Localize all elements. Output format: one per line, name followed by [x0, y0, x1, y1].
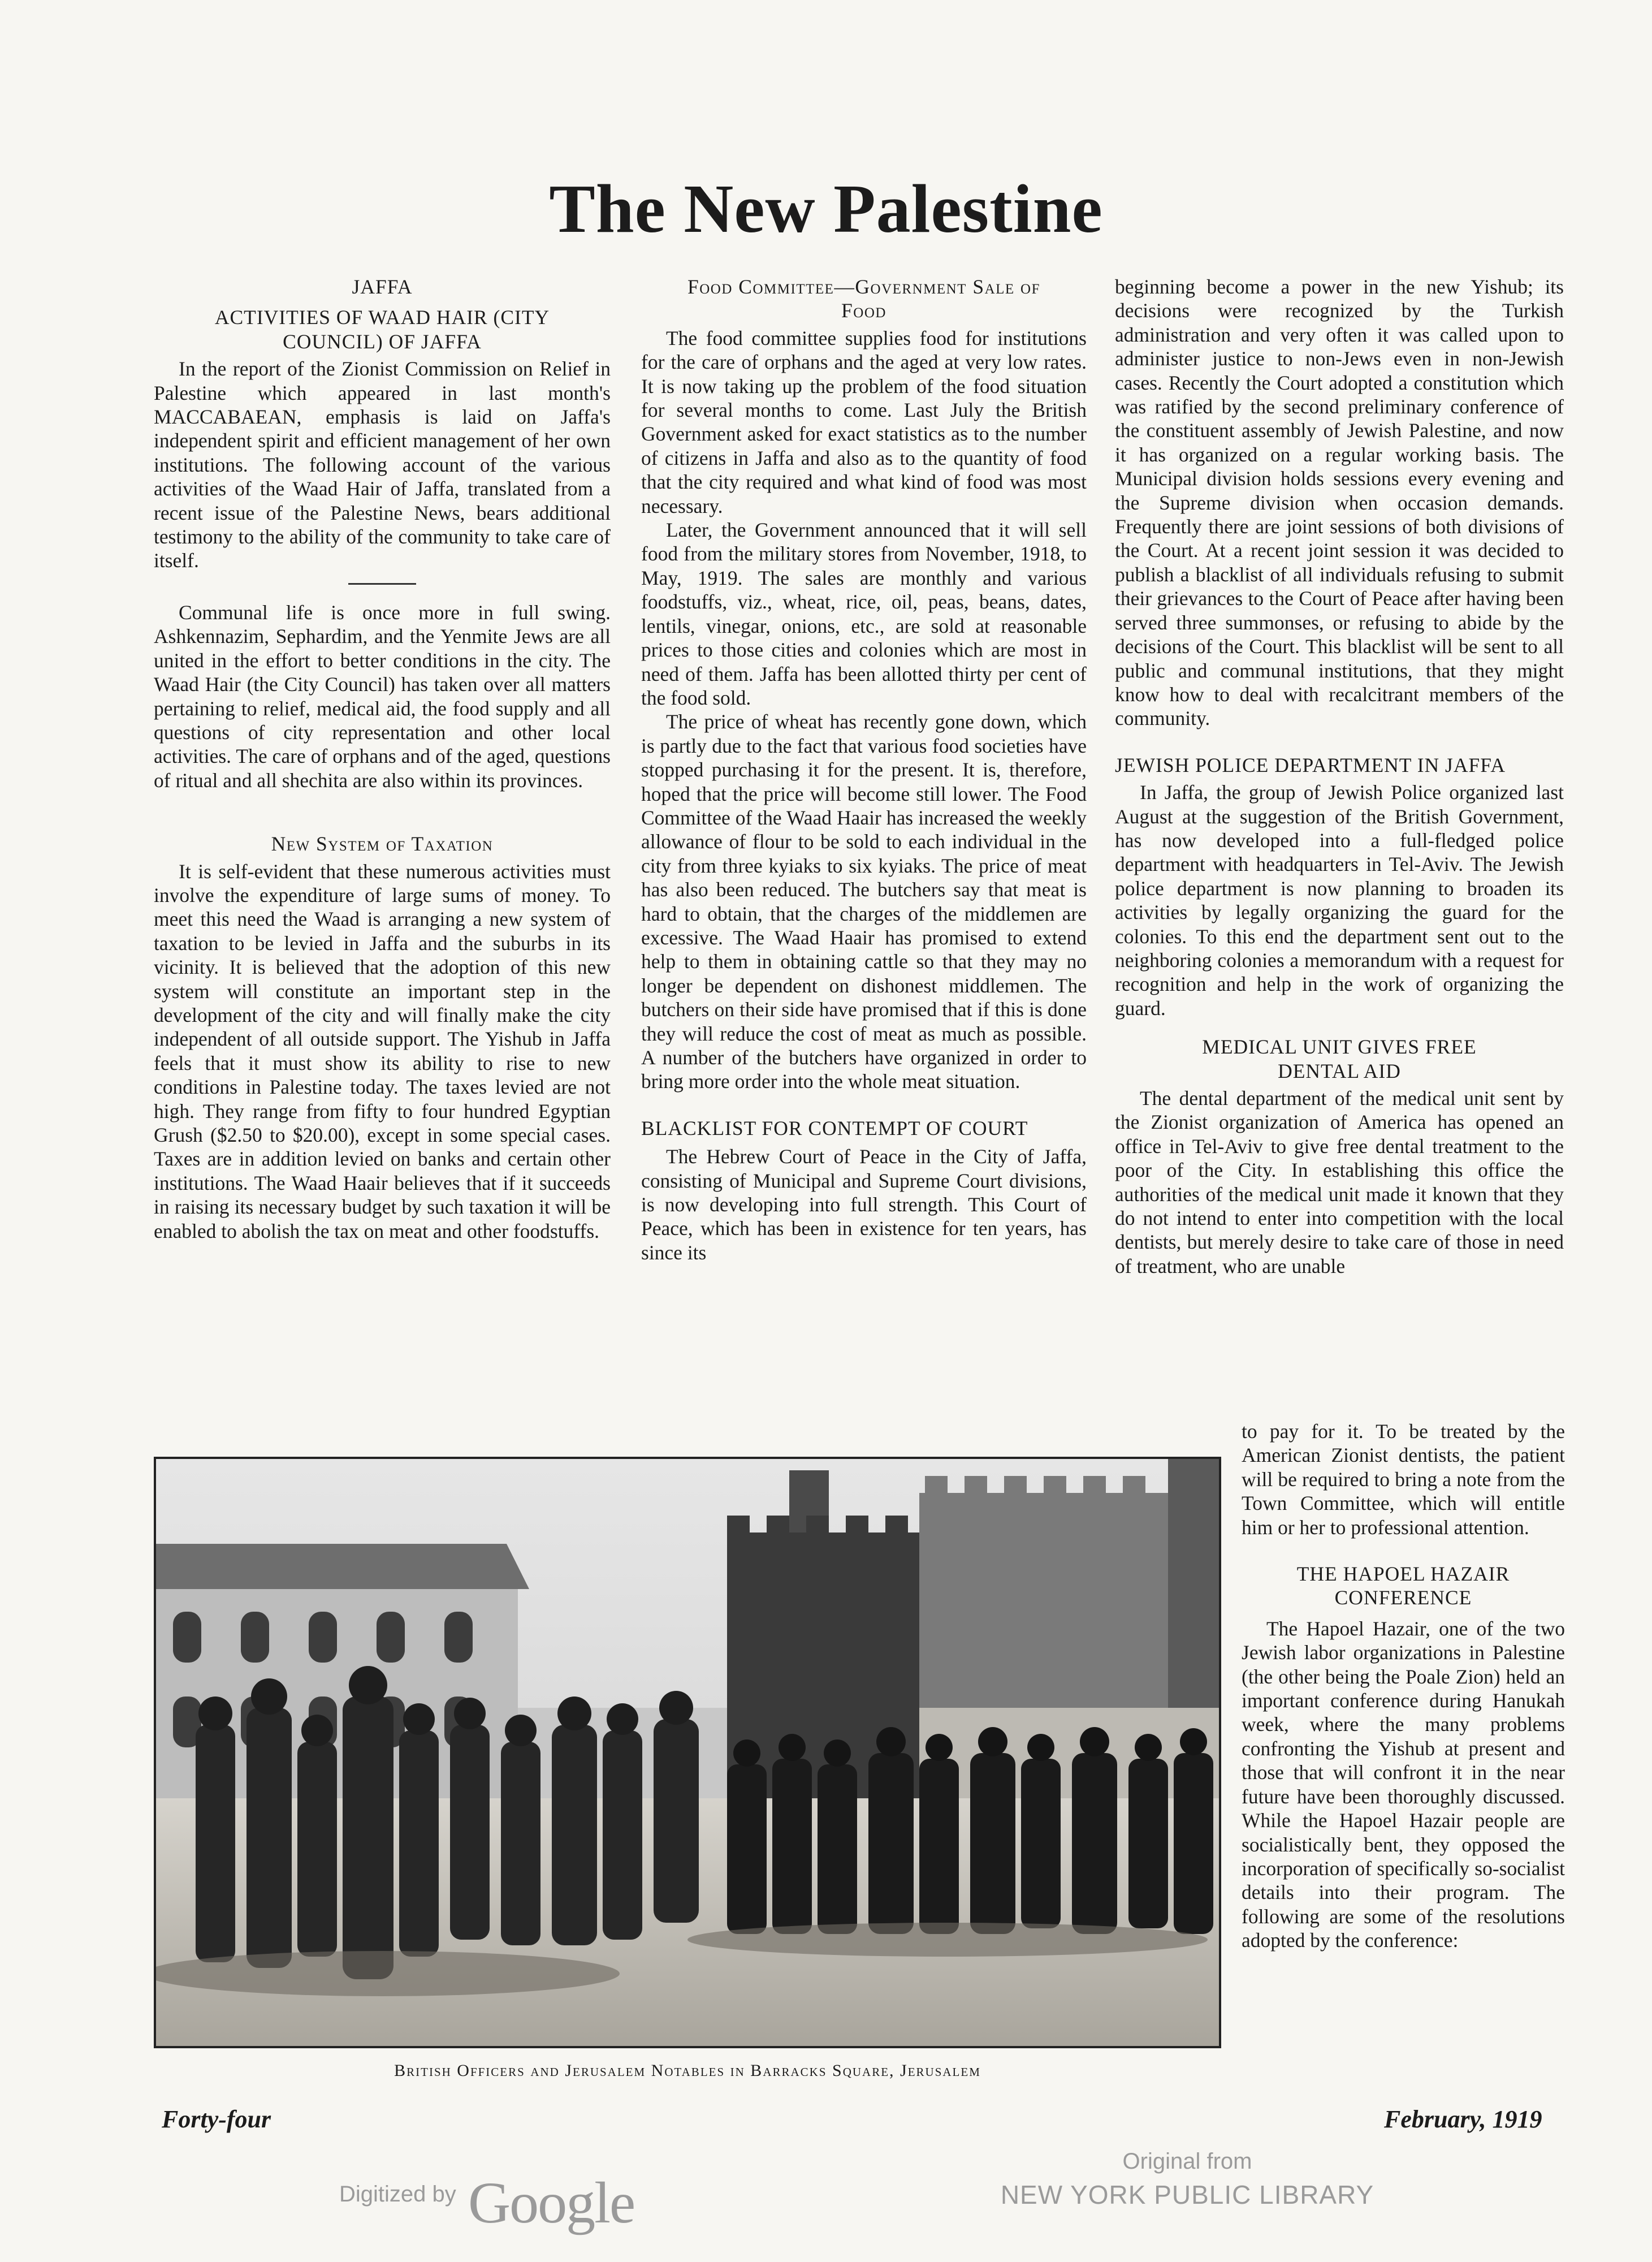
photo-illustration [156, 1459, 1219, 2046]
photo-caption: British Officers and Jerusalem Notables in Barracks Square, Jerusalem [394, 2061, 981, 2080]
google-logo: Google [468, 2170, 635, 2235]
library-name: NEW YORK PUBLIC LIBRARY [1000, 2180, 1374, 2209]
digitized-by-text: Digitized by [339, 2182, 456, 2207]
column-3-narrow [1242, 1419, 1565, 1953]
article-heading-waad-hair: ACTIVITIES OF WAAD HAIR (CITY COUNCIL) OF JAFFA [214, 306, 550, 353]
subheading-food-committee: Food Committee—Government Sale of Food [687, 275, 1040, 322]
column-3 [1115, 275, 1564, 1278]
paragraph: The Hebrew Court of Peace in the City of Jaffa, consisting of Municipal and Supreme Court divisions, is now developing into full strength. This Court of Peace, which has been in existence for ten years, has since its [641, 1145, 1087, 1264]
article-heading-hapoel-hazair: THE HAPOEL HAZAIR CONFERENCE [1296, 1562, 1510, 1609]
paragraph: Communal life is once more in full swing. Ashkennazim, Sephardim, and the Yenmite Jews are all united in the effort to better conditions in the city. The Waad Hair (the City Council) has taken over all matters pertaining to relief, medical aid, the food supply and all questions of city representation and other local activities. The care of orphans and of the aged, questions of ritual and all shechita are also within its provinces. [154, 601, 611, 792]
paragraph: Later, the Government announced that it will sell food from the military stores from November, 1918, to May, 1919. The sales are monthly and various foodstuffs, viz., wheat, rice, oil, peas, beans, dates, lentils, vinegar, onions, etc., are sold at reasonable prices to those cities and colonies which are most in need of them. Jaffa has been allotted thirty per cent of the food sold. [641, 519, 1087, 709]
paragraph: In the report of the Zionist Commission on Relief in Palestine which appeared in last month's MACCABAEAN, emphasis is laid on Jaffa's independent spirit and efficient management of her own institutions. The following account of the various activities of the Waad Hair of Jaffa, translated from a recent issue of the Palestine News, bears additional testimony to the ability of the community to take care of itself. [154, 357, 611, 572]
column-2 [641, 275, 1087, 1264]
article-heading-blacklist: BLACKLIST FOR CONTEMPT OF COURT [641, 1116, 1028, 1139]
issue-date: February, 1919 [1384, 2105, 1542, 2133]
paragraph: In Jaffa, the group of Jewish Police organized last August at the suggestion of the British Government, has now developed into a full-fledged police department with headquarters in Tel-Aviv. The Jewish police department is now planning to broaden its activities by legally organizing the guard for the colonies. To this end the department sent out to the neighboring colonies a memorandum with a request for recognition and help in the work of organizing the guard. [1115, 781, 1564, 1020]
column-1 [154, 275, 611, 1243]
article-heading-police: JEWISH POLICE DEPARTMENT IN JAFFA [1115, 753, 1506, 776]
section-heading-jaffa: JAFFA [352, 275, 413, 298]
paragraph: It is self-evident that these numerous activities must involve the expenditure of large sums of money. To meet this need the Waad is arranging a new system of taxation to be levied in Jaffa and the suburbs in its vicinity. It is believed that the adoption of this new system will constitute an important step in the development of the city and will finally make the city independent of all outside support. The Yishub in Jaffa feels that it must show its ability to rise to new conditions in Palestine today. The taxes levied are not high. They range from fifty to four hundred Egyptian Grush ($2.50 to $20.00), except in some special cases. Taxes are in addition levied on banks and certain other institutions. The Waad Haair believes that if it succeeds in raising its necessary budget by such taxation it will be enabled to abolish the tax on meat and other foodstuffs. [154, 860, 611, 1242]
divider [348, 583, 416, 585]
page-title: The New Palestine [549, 171, 1103, 247]
article-heading-dental: MEDICAL UNIT GIVES FREE DENTAL AID [1202, 1035, 1477, 1082]
paragraph: beginning become a power in the new Yishub; its decisions were recognized by the Turkish administration and very often it was called upon to administer justice to non-Jews even in non-Jewish cases. Recently the Court adopted a constitution which was ratified by the second preliminary conference of the constituent assembly of Jewish Palestine, and now it has organized on a regular working basis. The Municipal division holds sessions every evening and the Supreme division when occasion demands. Frequently there are joint sessions of both divisions of the Court. At a recent joint session it was decided to publish a blacklist of all individuals refusing to submit their grievances to the Court of Peace after having been served three summonses, or refusing to abide by the decisions of the Court. This blacklist will be sent to all public and communal institutions, that they might know how to deal with recalcitrant members of the community. [1115, 275, 1564, 730]
original-from-text: Original from [1122, 2149, 1252, 2174]
paragraph: to pay for it. To be treated by the American Zionist dentists, the patient will be required to bring a note from the Town Committee, which will entitle him or her to professional attention. [1242, 1420, 1565, 1539]
paragraph: The dental department of the medical unit sent by the Zionist organization of America has opened an office in Tel-Aviv to give free dental treatment to the poor of the City. In establishing this office the authorities of the medical unit made it known that they do not intend to enter into competition with the local dentists, but merely desire to take care of those in need of treatment, who are unable [1115, 1087, 1564, 1277]
page-number: Forty-four [162, 2105, 271, 2133]
paragraph: The price of wheat has recently gone down, which is partly due to the fact that various food societies have stopped purchasing it for the present. It is, therefore, hoped that the price will become still lower. The Food Committee of the Waad Haair has increased the weekly allowance of flour to be sold to each individual in the city from three kyiaks to six kyiaks. The price of meat has also been reduced. The butchers say that meat is hard to obtain, that the charges of the middlemen are excessive. The Waad Haair has promised to extend help to them in obtaining cattle so that they may no longer be dependent on dishonest middlemen. The butchers on their side have promised that if this is done they will reduce the cost of meat as much as possible. A number of the butchers have organized in order to bring more order into the whole meat situation. [641, 710, 1087, 1093]
photograph [154, 1457, 1221, 2048]
paragraph: The food committee supplies food for institutions for the care of orphans and the aged at very low rates. It is now taking up the problem of the food situation for several months to come. Last July the British Government asked for exact statistics as to the number of citizens in Jaffa and also as to the quantity of food that the city required and what kind of food was most necessary. [641, 326, 1087, 517]
paragraph: The Hapoel Hazair, one of the two Jewish labor organizations in Palestine (the other being the Poale Zion) held an important conference during Hanukah week, where the many problems confronting the Yishub at present and those that will confront it in the near future have been thoroughly discussed. While the Hapoel Hazair people are socialistically bent, they opposed the incorporation of specifically so-socialist details into their program. The following are some of the resolutions adopted by the conference: [1242, 1617, 1565, 1952]
subheading-taxation: New System of Taxation [271, 832, 494, 856]
